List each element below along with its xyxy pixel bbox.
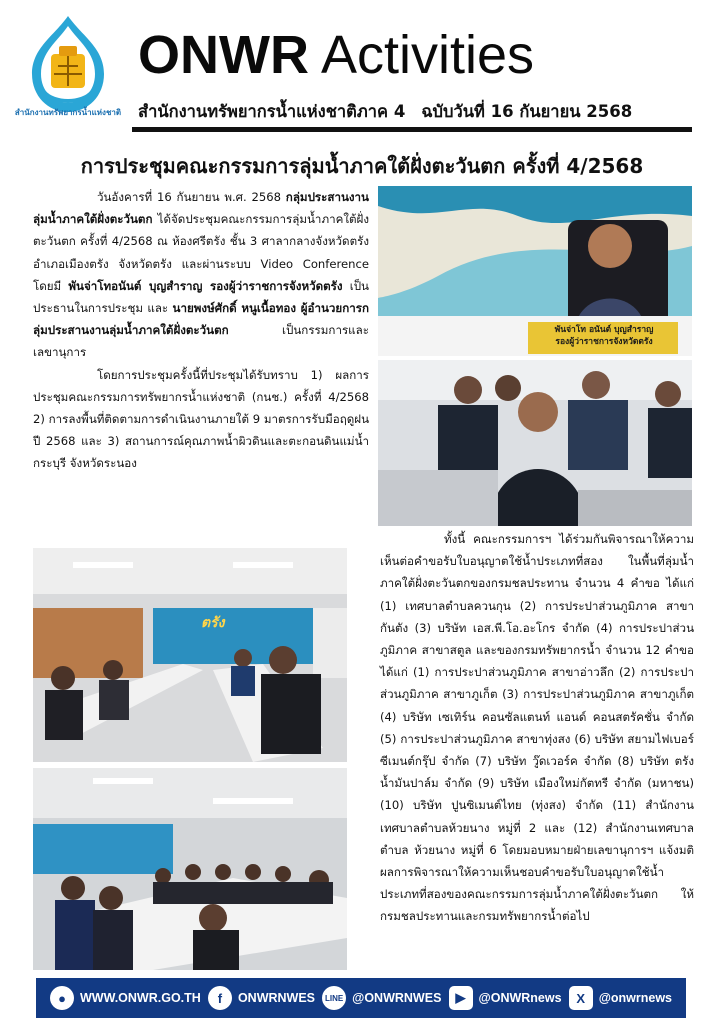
footer-facebook[interactable]: f ONWRNWES	[208, 986, 315, 1010]
header-divider	[132, 127, 692, 132]
issue-date: ฉบับวันที่ 16 กันยายน 2568	[421, 102, 633, 121]
youtube-icon: ▶	[449, 986, 473, 1010]
footer-youtube[interactable]: ▶ @ONWRnews	[449, 986, 562, 1010]
title-bold: ONWR	[138, 25, 309, 85]
article-body-right	[380, 528, 694, 928]
article-headline: การประชุมคณะกรรมการลุ่มน้ำภาคใต้ฝั่งตะวันตก ครั้งที่ 4/2568	[80, 154, 644, 178]
line-icon: LINE	[322, 986, 346, 1010]
x-icon: X	[569, 986, 593, 1010]
subtitle	[138, 99, 632, 125]
screen-label: ตรัง	[201, 615, 225, 631]
office-name: สำนักงานทรัพยากรน้ำแห่งชาติภาค 4	[138, 102, 406, 121]
photo-chairman	[378, 186, 692, 356]
paragraph-2: โดยการประชุมครั้งนี้ที่ประชุมได้รับทราบ 1) ผลการประชุมคณะกรรมการทรัพยากรน้ำแห่งชาติ (กนช.) ครั้งที่ 4/2568 2) การลงพื้นที่ติดตามการดำเนินงานภายใต้ 9 มาตรการรับมือฤดูฝน ปี 2568 และ 3) สถานการณ์คุณภาพน้ำผิวดินและตะกอนดินแม่น้ำกระบุรี จังหวัดระนอง	[33, 367, 369, 471]
article-body-left	[33, 186, 369, 475]
social-footer	[36, 978, 686, 1018]
photo-participants	[378, 360, 692, 526]
facebook-icon: f	[208, 986, 232, 1010]
chair-nameplate: พันจ่าโท อนันต์ บุญสำราญ รองผู้ว่าราชการจังหวัดตรัง	[554, 325, 654, 347]
footer-website[interactable]: ● WWW.ONWR.GO.TH	[50, 986, 201, 1010]
footer-line[interactable]: LINE @ONWRNWES	[322, 986, 441, 1010]
paragraph-1: วันอังคารที่ 16 กันยายน พ.ศ. 2568 กลุ่มประสานงานลุ่มน้ำภาคใต้ฝั่งตะวันตก ได้จัดประชุมคณะกรรมการลุ่มน้ำภาคใต้ฝั่งตะวันตก ครั้งที่ 4/2568 ณ ห้องศรีตรัง ชั้น 3 ศาลากลางจังหวัดตรัง อำเภอเมืองตรัง จังหวัดตรัง และผ่านระบบ Video Conference โดยมี พันจ่าโทอนันต์ บุญสำราญ รองผู้ว่าราชการจังหวัดตรัง เป็นประธานในการประชุม และ นายพงษ์ศักดิ์ หนูเนื้อทอง ผู้อำนวยการกลุ่มประสานงานลุ่มน้ำภาคใต้ฝั่งตะวันตก เป็นกรรมการและเลขานุการ	[33, 190, 369, 360]
photo-meeting-room-wide	[33, 768, 347, 970]
paragraph-3: ทั้งนี้ คณะกรรมการฯ ได้ร่วมกันพิจารณาให้ความเห็นต่อคำขอรับใบอนุญาตใช้น้ำประเภทที่สอง ในพื้นที่ลุ่มน้ำภาคใต้ฝั่งตะวันตกของกรมชลประทาน จำนวน 4 คำขอ ได้แก่ (1) เทศบาลตำบลควนกุน (2) การประปาส่วนภูมิภาค สาขากันตัง (3) บริษัท เอส.พี.โอ.อะโกร จำกัด (4) การประปาส่วนภูมิภาค สาขาสตูล และของกรมทรัพยากรน้ำ จำนวน 12 คำขอ ได้แก่ (1) การประปาส่วนภูมิภาค สาขาอ่าวลึก (2) การประปาส่วนภูมิภาค สาขาภูเก็ต (3) การประปาส่วนภูมิภาค สาขาภูเก็ต (4) บริษัท เซเทิร์น คอนซัลแตนท์ แอนด์ คอนสตรัคชั่น จำกัด (5) การประปาส่วนภูมิภาค สาขาทุ่งสง (6) บริษัท สยามไฟเบอร์ซีเมนต์กรุ๊ป จำกัด (7) บริษัท วู๊ดเวอร์ค จำกัด (8) บริษัท ตรังน้ำมันปาล์ม จำกัด (9) บริษัท เมืองใหม่กัตทรี จำกัด (มหาชน) (10) บริษัท ปูนซิเมนต์ไทย (ทุ่งสง) จำกัด (11) สำนักงานเทศบาลตำบลห้วยนาง หมู่ที่ 2 และ (12) สำนักงานเทศบาลตำบล ห้วยนาง หมู่ที่ 6 โดยมอบหมายฝ่ายเลขานุการฯ แจ้งมติผลการพิจารณาให้ความเห็นชอบคำขอรับใบอนุญาตใช้น้ำประเภทที่สองของคณะกรรมการลุ่มน้ำภาคใต้ฝั่งตะวันตก ให้กรมชลประทานและกรมทรัพยากรน้ำต่อไป	[380, 532, 694, 924]
photo-meeting-room	[33, 548, 347, 762]
onwr-logo	[14, 12, 122, 124]
title-rest: Activities	[321, 25, 535, 85]
footer-x[interactable]: X @onwrnews	[569, 986, 672, 1010]
logo-caption: สำนักงานทรัพยากรน้ำแห่งชาติ	[14, 108, 122, 117]
globe-icon: ●	[50, 986, 74, 1010]
page-title	[138, 24, 534, 86]
